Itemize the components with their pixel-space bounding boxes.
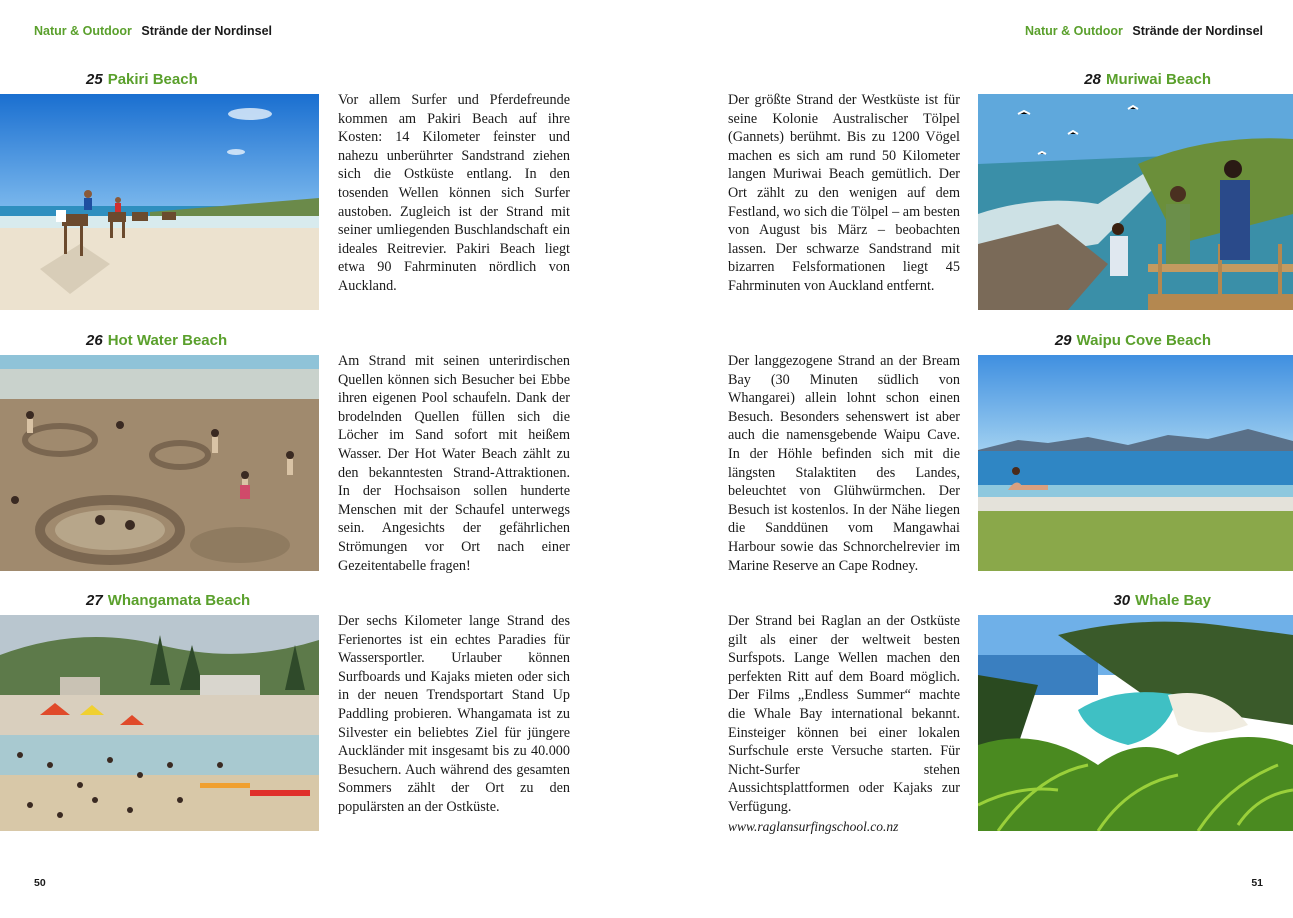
entry-name: Hot Water Beach bbox=[107, 332, 228, 349]
section-label: Natur & Outdoor bbox=[34, 24, 132, 38]
running-head-left bbox=[34, 24, 272, 38]
entry-text-28: Der größte Strand der Westküste ist für seine Kolonie Australischer Tölpel (Gannets) berühmt. Bis zu 1200 Vögel machen es sich am rund 50 Kilometer langen Muriwai Beach gemütlich. Der Ort zählt zu den wenigen auf dem Festland, wo sich die Tölpel – am besten von August bis März – beobachten lassen. Der schwarze Sandstrand mit bizarren Felsformationen liegt 45 Fahrminuten von Auckland entfernt. bbox=[728, 92, 960, 294]
entry-photo-25 bbox=[0, 94, 319, 310]
entry-photo-29 bbox=[978, 355, 1293, 571]
entry-name: Muriwai Beach bbox=[1105, 71, 1211, 88]
entry-name: Waipu Cove Beach bbox=[1076, 332, 1211, 349]
section-label: Natur & Outdoor bbox=[1025, 24, 1123, 38]
chapter-label: Strände der Nordinsel bbox=[141, 24, 272, 38]
page-number-left: 50 bbox=[34, 877, 46, 889]
entry-photo-27 bbox=[0, 615, 319, 831]
entry-number: 27 bbox=[86, 592, 103, 609]
entry-number: 25 bbox=[86, 71, 103, 88]
entry-name: Whangamata Beach bbox=[107, 592, 251, 609]
entry-title-27 bbox=[86, 592, 250, 612]
chapter-label: Strände der Nordinsel bbox=[1132, 24, 1263, 38]
entry-photo-28 bbox=[978, 94, 1293, 310]
entry-title-30 bbox=[1113, 592, 1211, 612]
entry-number: 28 bbox=[1084, 71, 1101, 88]
entry-text-30: Der Strand bei Raglan an der Ostküste gilt als einer der weltweit besten Surfspots. Lange Wellen machen den perfekten Ritt auf dem Board möglich. Der Films „Endless Summer“ machte die Whale Bay international bekannt. Einsteiger können bei einer lokalen Surfschule erste Versuche starten. Für Nicht-Surfer stehen Aussichtsplattformen oder Kajaks zur Verfügung. bbox=[728, 613, 960, 815]
entry-text-27: Der sechs Kilometer lange Strand des Ferienortes ist ein echtes Paradies für Wassersportler. Urlauber können Surfboards und Kajaks mieten oder sich in der neuen Trendsportart Stand Up Paddling probieren. Whangamata ist zu Silvester ein beliebtes Ziel für jüngere Auckländer mit insgesamt bis zu 40.000 Besuchern. Auch während des gesamten Sommers zählt der Ort zu den populärsten an der Ostküste. bbox=[338, 613, 570, 815]
entry-text-25: Vor allem Surfer und Pferdefreunde kommen am Pakiri Beach auf ihre Kosten: 14 Kilometer feinster und nahezu unberührter Sandstrand ziehen sich die Ostküste entlang. In den tosenden Wellen können sich Surfer austoben. Zugleich ist der Strand mit seiner umliegenden Buschlandschaft ein ideales Reitrevier. Pakiri Beach liegt etwa 90 Fahrminuten nördlich von Auckland. bbox=[338, 92, 570, 294]
entry-name: Whale Bay bbox=[1135, 592, 1211, 609]
entry-name: Pakiri Beach bbox=[107, 71, 198, 88]
entry-title-29 bbox=[1055, 332, 1211, 352]
entry-title-25 bbox=[86, 71, 198, 91]
running-head-right bbox=[1025, 24, 1263, 38]
entry-text-29: Der langgezogene Strand an der Bream Bay (30 Minuten südlich von Whangarei) allein lohnt schon einen Besuch. Besonders sehenswert ist aber auch die namensgebende Waipu Cave. In der Höhle befinden sich mit die längsten Stalaktiten des Landes, beleuchtet von Glühwürmchen. Der Besuch ist kostenlos. In der Nähe liegen die Sanddünen vom Mangawhai Harbour sowie das Schnorchelrevier im Marine Reserve an Cape Rodney. bbox=[728, 353, 960, 574]
entry-number: 29 bbox=[1054, 332, 1072, 349]
entry-title-28 bbox=[1084, 71, 1211, 91]
entry-number: 30 bbox=[1113, 592, 1131, 609]
page-number-right: 51 bbox=[1251, 877, 1263, 889]
entry-photo-26 bbox=[0, 355, 319, 571]
entry-number: 26 bbox=[86, 332, 103, 349]
entry-text-26: Am Strand mit seinen unterirdischen Quellen können sich Besucher bei Ebbe ihren eigenen Pool schaufeln. Dank der brodelnden Quellen füllen sich die Löcher im Sand sofort mit heißem Wasser. Der Hot Water Beach zählt zu den bekanntesten Strand-Attraktionen. In der Hochsaison sollen hunderte Menschen mit der Schaufel unterwegs sein. Angesichts der gefährlichen Strömungen vor Ort nach einer Gezeitentabelle fragen! bbox=[338, 353, 570, 574]
entry-link-30[interactable]: www.raglansurfingschool.co.nz bbox=[728, 819, 899, 834]
entry-photo-30 bbox=[978, 615, 1293, 831]
entry-title-26 bbox=[86, 332, 227, 352]
